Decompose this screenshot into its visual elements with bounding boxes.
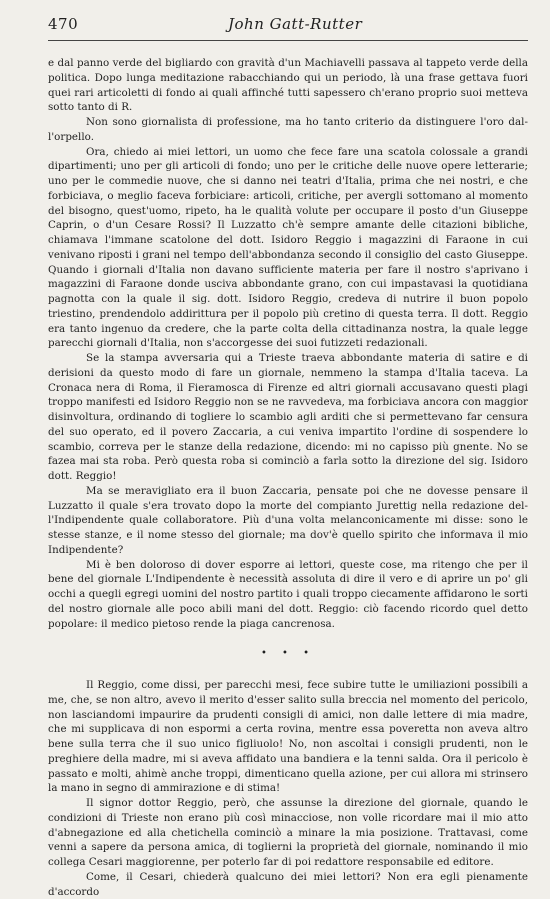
paragraph-2: Non sono giornalista di professione, ma ho tanto criterio da distinguere l'oro dal-l'orpello. xyxy=(48,116,528,143)
running-title: John Gatt-Rutter xyxy=(228,15,363,33)
section-separator: • • • xyxy=(260,648,316,660)
paragraph-3: Ora, chiedo ai miei lettori, un uomo che fece fare una scatola colossale a grandi dipartimenti; uno per gli articoli di fondo; uno per le critiche delle nuove opere letterarie; uno per le commedie nuove, che si danno nei teatri d'Italia, prima che nei nostri, e che forbiciava, o meglio faceva forbiciare: articoli, critiche, per avergli sottomano al momento del bisogno, quest'uomo, ripeto, ha le qualità volute per occupare il posto d'un Giuseppe Caprin, o d'un Cesare Rossi? Il Luzzatto ch'è sempre amante delle citazioni bibliche, chiamava l'immane scatolone del dott. Isidoro Reggio i magazzini di Faraone in cui venivano riposti i grani nel tempo dell'abbondanza secondo il consiglio del casto Giuseppe. Quando i giornali d'Italia non davano sufficiente materia per fare il nostro s'aprivano i magazzini di Faraone donde usciva abbondante grano, con cui impastavasi la quotidiana pagnotta con la quale il sig. dott. Isidoro Reggio, credeva di nutrire il buon popolo triestino, prendendolo addirittura per il popolo più cretino di questa terra. Il dott. Reggio era tanto ingenuo da credere, che la parte colta della cittadinanza nostra, la quale legge parecchi giornali d'Italia, non s'accorgesse dei suoi futizzeti redazionali. xyxy=(48,145,528,350)
paragraph-9: Come, il Cesari, chiederà qualcuno dei miei lettori? Non era egli pienamente d'accordo xyxy=(48,870,528,898)
running-head xyxy=(48,15,528,37)
page-number: 470 xyxy=(48,15,79,33)
paragraph-4: Se la stampa avversaria qui a Trieste traeva abbondante materia di satire e di derisioni da questo modo di fare un giornale, nemmeno la stampa d'Italia taceva. La Cronaca nera di Roma, il Fieramosca di Firenze ed altri giornali accusavano questi plagi troppo manifesti ed Isidoro Reggio non se ne ravvedeva, ma forbiciava ancora con maggior disinvoltura, ordinando di togliere lo scambio agli arditi che si permettevano far censura del suo operato, ed il povero Zaccaria, a cui veniva impartito l'ordine di sospendere lo scambio, correva per le stanze della redazione, dicendo: mi no capisso più gnente. No se fazea mai sta roba. Però questa roba si cominciò a farla sotto la direzione del sig. Isidoro dott. Reggio! xyxy=(48,352,528,482)
header-rule xyxy=(48,40,528,41)
page-body xyxy=(48,56,528,899)
paragraph-5: Ma se meravigliato era il buon Zaccaria, pensate poi che ne dovesse pensare il Luzzatto il quale s'era trovato dopo la morte del compianto Jurettig nella redazione del-l'Indipendente quale collaboratore. Più d'una volta melanconicamente mi disse: sono le stesse stanze, e il nome stesso del giornale; ma dov'è quello spirito che informava il mio Indipendente? xyxy=(48,484,528,556)
paragraph-6: Mi è ben doloroso di dover esporre ai lettori, queste cose, ma ritengo che per il bene del giornale L'Indipendente è necessità assoluta di dire il vero e di aprire un po' gli occhi a quegli egregi uomini del nostro partito i quali troppo ciecamente affidarono le sorti del nostro giornale alle poco abili mani del dott. Reggio: ciò facendo ricordo quel detto popolare: il medico pietoso rende la piaga cancrenosa. xyxy=(48,558,528,630)
paragraph-7: Il Reggio, come dissi, per parecchi mesi, fece subire tutte le umiliazioni possibili a me, che, se non altro, avevo il merito d'esser salito sulla breccia nel momento del pericolo, non lasciandomi impaurire da prudenti consigli di amici, non dalle lettere di mia madre, che mi supplicava di non espormi a certa rovina, mentre essa poveretta non aveva altro bene sulla terra che il suo unico figliuolo! No, non ascoltai i consigli prudenti, non le preghiere della madre, mi si aveva affidato una bandiera e la tenni salda. Ora il pericolo è passato e molti, ahimè anche troppi, dimenticano quella azione, per cui allora mi strinsero la mano in segno di ammirazione e di stima! xyxy=(48,679,528,795)
paragraph-1: e dal panno verde del bigliardo con gravità d'un Machiavelli passava al tappeto verde della politica. Dopo lunga meditazione rabacchiando qui un periodo, là una frase gettava fuori quei rari articoletti di fondo ai quali affinché tutti sapessero ch'erano proprio suoi metteva sotto tanto di R. xyxy=(48,57,528,114)
paragraph-8: Il signor dottor Reggio, però, che assunse la direzione del giornale, quando le condizioni di Trieste non erano più così minacciose, non volle ricordare mai il mio atto d'abnegazione ed alla chetichella cominciò a minare la mia posizione. Trattavasi, come venni a sapere da persona amica, di toglierni la proprietà del giornale, nominando il mio collega Cesari maggiorenne, per poterlo far di poi redattore responsabile ed editore. xyxy=(48,797,528,868)
